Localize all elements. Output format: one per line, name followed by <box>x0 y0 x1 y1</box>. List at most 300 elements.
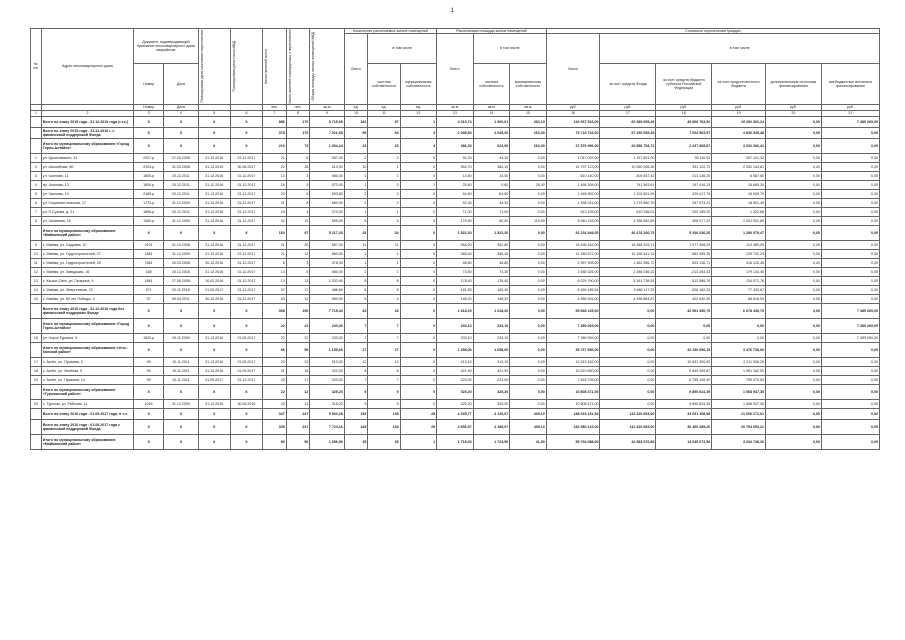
date-cell: 1560-р <box>134 216 164 225</box>
row-number-cell: 2 <box>31 162 42 171</box>
subtotal-row <box>31 384 880 399</box>
value-cell: 347 <box>263 408 287 419</box>
value-cell: 2 <box>344 189 368 198</box>
row-number-cell: 5 <box>31 189 42 198</box>
value-cell: 27 <box>344 342 368 357</box>
value-cell: 21 <box>263 153 287 162</box>
row-number-cell: 14 <box>31 285 42 294</box>
value-cell: 17 <box>286 285 310 294</box>
value-cell: 7 389 269,00 <box>821 318 879 333</box>
date-cell: X <box>164 138 198 153</box>
value-cell: 23 <box>263 357 287 366</box>
value-cell: 23 <box>286 357 310 366</box>
date-cell: 01.09.2017 <box>230 366 262 375</box>
value-cell: 16 <box>263 180 287 189</box>
date-cell: X <box>230 419 262 434</box>
value-cell: 30 <box>286 240 310 249</box>
value-cell: 0,00 <box>765 116 821 127</box>
value-cell: 409,10 <box>510 419 547 434</box>
column-number-cell: 1 <box>31 110 42 116</box>
value-cell: 0,00 <box>821 375 879 384</box>
value-cell: 9 <box>344 399 368 408</box>
value-cell: 315,20 <box>310 399 344 408</box>
value-cell: 188 018 151,54 <box>546 408 600 419</box>
subtotal-row <box>31 318 880 333</box>
value-cell: 3 032 266,41 <box>712 138 766 153</box>
value-cell: 60 389 535,49 <box>600 116 656 127</box>
date-cell: 1896-р <box>134 207 164 216</box>
date-cell: X <box>134 116 164 127</box>
value-cell: 0,00 <box>510 366 547 375</box>
column-number-cell: 21 <box>821 110 879 116</box>
value-cell: 1 718,00 <box>437 434 474 449</box>
resettlement-table-sheet <box>30 28 880 450</box>
value-cell: 2 045,20 <box>473 127 510 138</box>
value-cell: 4 <box>368 216 400 225</box>
value-cell: 5 563,28 <box>310 408 344 419</box>
value-cell: 329 417,79 <box>656 189 712 198</box>
date-cell: 31.12.2017 <box>230 198 262 207</box>
value-cell: 1 002 931,60 <box>712 216 766 225</box>
value-cell: 52 134 948,00 <box>546 225 600 240</box>
value-cell: 365,40 <box>437 249 474 258</box>
value-cell: 7 011,68 <box>310 127 344 138</box>
date-cell: 31.12.2016 <box>198 171 230 180</box>
value-cell: 73 <box>286 138 310 153</box>
header-residents: Число жителей всего <box>263 29 287 105</box>
value-cell: 1 <box>368 162 400 171</box>
address-cell: Итого по муниципальному образованию «Усть-Канский район» <box>41 342 133 357</box>
value-cell: 182 <box>344 116 368 127</box>
date-cell: 31.12.2016 <box>198 216 230 225</box>
value-cell: 0,00 <box>821 434 879 449</box>
value-cell: 363,10 <box>510 116 547 127</box>
value-cell: 113 320 833,00 <box>600 408 656 419</box>
value-cell: 0,00 <box>821 399 879 408</box>
date-cell: X <box>198 384 230 399</box>
date-cell: 31.12.2017 <box>230 153 262 162</box>
date-cell: 31.12.2017 <box>230 189 262 198</box>
value-cell: 0 <box>368 180 400 189</box>
value-cell: 134 937 516,00 <box>546 116 600 127</box>
value-cell: 59 668 125,00 <box>546 303 600 318</box>
value-cell: 136 <box>368 419 400 434</box>
date-cell: 1805-р <box>134 171 164 180</box>
value-cell: 223,00 <box>437 375 474 384</box>
value-cell: 7 715,44 <box>310 303 344 318</box>
value-cell: 7 389 269,00 <box>546 318 600 333</box>
value-cell: 25 <box>400 408 437 419</box>
date-cell: 1861 <box>134 276 164 285</box>
header-doc-number: Номер <box>134 63 164 104</box>
value-cell: 4 313,74 <box>437 116 474 127</box>
value-cell: 0,00 <box>765 180 821 189</box>
value-cell: 339 <box>263 419 287 434</box>
column-number-cell: 17 <box>600 110 656 116</box>
value-cell: 0,00 <box>600 303 656 318</box>
column-number-cell: 20 <box>765 110 821 116</box>
value-cell: 18 501,49 <box>712 198 766 207</box>
row-number-cell <box>31 318 42 333</box>
date-cell: 20.11.2016 <box>164 285 198 294</box>
value-cell: 22 <box>263 162 287 171</box>
value-cell: 320,00 <box>310 375 344 384</box>
column-number-cell: 2 <box>41 110 133 116</box>
value-cell: 14 797 123,00 <box>546 162 600 171</box>
value-cell: 4 846 345,48 <box>712 127 766 138</box>
value-cell: 181,50 <box>437 285 474 294</box>
value-cell: 1 522,20 <box>437 225 474 240</box>
value-cell: 113 489,09 <box>712 240 766 249</box>
value-cell: 1 458 309,00 <box>546 180 600 189</box>
value-cell: 182 980 122,00 <box>546 419 600 434</box>
table-row <box>31 294 880 303</box>
value-cell: 486,30 <box>437 138 474 153</box>
value-cell: 5 <box>344 216 368 225</box>
value-cell: 0,00 <box>821 366 879 375</box>
value-cell: 7 518 239,00 <box>546 375 600 384</box>
row-number-cell: 8 <box>31 216 42 225</box>
value-cell: 0,00 <box>510 171 547 180</box>
date-cell: 1094 <box>134 399 164 408</box>
value-cell: 0,00 <box>821 258 879 267</box>
date-cell: X <box>198 434 230 449</box>
row-number-cell: 15 <box>31 294 42 303</box>
value-cell: 1 448 952,00 <box>546 189 600 198</box>
value-cell: 44,30 <box>437 198 474 207</box>
unit-cell: руб. <box>546 104 600 110</box>
table-row <box>31 207 880 216</box>
value-cell: 197 416,13 <box>656 180 712 189</box>
value-cell: 6 759 149,40 <box>656 375 712 384</box>
value-cell: 329,20 <box>310 384 344 399</box>
value-cell: 0,00 <box>510 357 547 366</box>
date-cell: 30.12.2011 <box>164 207 198 216</box>
value-cell: 13 243 162,00 <box>546 357 600 366</box>
subtotal-row <box>31 116 880 127</box>
value-cell: 0,00 <box>510 267 547 276</box>
value-cell: 5 <box>344 294 368 303</box>
value-cell: 365,40 <box>473 249 510 258</box>
value-cell: 603 136,71 <box>656 258 712 267</box>
date-cell: 27.03.2008 <box>164 153 198 162</box>
date-cell: X <box>134 434 164 449</box>
value-cell: 80 <box>263 434 287 449</box>
value-cell: 71,00 <box>473 207 510 216</box>
address-cell: Итого по муниципальному образованию «Город Горно-Алтайск» <box>41 318 133 333</box>
date-cell: X <box>230 225 262 240</box>
value-cell: 7 <box>368 318 400 333</box>
value-cell: 0,00 <box>765 366 821 375</box>
value-cell: 223,00 <box>473 375 510 384</box>
header-cost-sub: в том числе <box>600 34 880 64</box>
unit-cell: руб. <box>656 104 712 110</box>
value-cell: 148,20 <box>437 294 474 303</box>
date-cell: X <box>230 434 262 449</box>
value-cell: 0 <box>400 276 437 285</box>
date-cell: 10.02.2016 <box>198 276 230 285</box>
value-cell: 7 389 269,00 <box>821 333 879 342</box>
date-cell: 01.09.2017 <box>198 375 230 384</box>
date-cell: 31.12.2016 <box>198 198 230 207</box>
address-cell: Всего по этапу 2016 года - 01.09.2017 года с финансовой поддержкой Фонда <box>41 419 133 434</box>
value-cell: 23 <box>263 189 287 198</box>
value-cell: 19 492 302,24 <box>712 116 766 127</box>
value-cell: 0,00 <box>765 171 821 180</box>
header-cost-total: Всего <box>546 34 600 105</box>
value-cell: 13 <box>286 249 310 258</box>
value-cell: 0,00 <box>765 303 821 318</box>
value-cell: 115,90 <box>510 216 547 225</box>
table-row <box>31 249 880 258</box>
value-cell: 59 794 088,00 <box>546 434 600 449</box>
value-cell: 1 522,20 <box>473 225 510 240</box>
value-cell: 190 <box>286 303 310 318</box>
address-cell: Итого по муниципальному образованию «Город Горно-Алтайск» <box>41 138 133 153</box>
table-row <box>31 216 880 225</box>
value-cell: 0,00 <box>510 225 547 240</box>
value-cell: 0,00 <box>712 318 766 333</box>
value-cell: 0,00 <box>510 240 547 249</box>
value-cell: 16 685,20 <box>712 180 766 189</box>
value-cell: 0,00 <box>765 357 821 366</box>
date-cell: X <box>164 419 198 434</box>
value-cell: 9 <box>344 384 368 399</box>
value-cell: 97 <box>368 116 400 127</box>
value-cell: 25,60 <box>437 180 474 189</box>
value-cell: 0,00 <box>600 333 656 342</box>
date-cell: 31.03.2008 <box>164 162 198 171</box>
value-cell: 2 286 036,22 <box>600 267 656 276</box>
subtotal-row <box>31 303 880 318</box>
value-cell: 138 <box>368 408 400 419</box>
column-number-cell: 12 <box>400 110 437 116</box>
unit-cell: чел. <box>263 104 287 110</box>
date-cell: 31.12.2017 <box>230 207 262 216</box>
value-cell: 0,00 <box>821 189 879 198</box>
value-cell: 2 <box>368 189 400 198</box>
date-cell: X <box>164 116 198 127</box>
value-cell: 0 <box>400 333 437 342</box>
subtotal-row <box>31 419 880 434</box>
row-number-cell <box>31 434 42 449</box>
value-cell: 0,00 <box>765 408 821 419</box>
value-cell: 21 <box>263 366 287 375</box>
date-cell: X <box>164 303 198 318</box>
value-cell: 6 <box>368 285 400 294</box>
value-cell: 6 <box>368 276 400 285</box>
value-cell: 0 <box>400 267 437 276</box>
row-number-cell: 4 <box>31 180 42 189</box>
value-cell: 0 <box>400 384 437 399</box>
header-date-recog: Планируемая дата окончания переселения <box>198 29 230 105</box>
date-cell: 31.12.2016 <box>198 249 230 258</box>
value-cell: 1 077 498,29 <box>656 240 712 249</box>
value-cell: 6 <box>263 258 287 267</box>
value-cell: 0,00 <box>765 153 821 162</box>
value-cell: 0,00 <box>600 384 656 399</box>
value-cell: 1 <box>344 249 368 258</box>
value-cell: 1 <box>344 180 368 189</box>
row-number-cell: 12 <box>31 267 42 276</box>
value-cell: 0,00 <box>765 207 821 216</box>
header-cost-local: за счет средств местного бюджета <box>712 63 766 104</box>
date-cell: 1809-р <box>134 180 164 189</box>
value-cell: 9 <box>368 384 400 399</box>
date-cell: 01.09.2017 <box>230 357 262 366</box>
value-cell: 43 <box>344 303 368 318</box>
value-cell: 14 <box>263 267 287 276</box>
table-row <box>31 258 880 267</box>
value-cell: 30 469 289,20 <box>656 419 712 434</box>
value-cell: 178,40 <box>437 276 474 285</box>
date-cell: 20.12.2011 <box>164 180 198 189</box>
value-cell: 0 <box>400 249 437 258</box>
value-cell: 4 <box>368 294 400 303</box>
value-cell: 0,00 <box>765 249 821 258</box>
value-cell: 1 047 097,00 <box>546 153 600 162</box>
value-cell: 7 <box>344 333 368 342</box>
value-cell: 0,00 <box>510 318 547 333</box>
unit-cell: руб. <box>765 104 821 110</box>
header-cost-subject: за счет средств бюджета субъекта Российской Федерации <box>656 63 712 104</box>
value-cell: -400 837,42 <box>600 171 656 180</box>
value-cell: 33 631 108,58 <box>656 408 712 419</box>
value-cell: 263,30 <box>510 127 547 138</box>
value-cell: 623,00 <box>473 138 510 153</box>
value-cell: 257 574,23 <box>656 198 712 207</box>
value-cell: 2 211 536,25 <box>712 357 766 366</box>
table-row <box>31 375 880 384</box>
value-cell: 11 280 672,00 <box>546 249 600 258</box>
date-cell: 31.12.2017 <box>230 180 262 189</box>
table-row <box>31 240 880 249</box>
value-cell: 153 <box>344 408 368 419</box>
value-cell: 1 660,61 <box>473 116 510 127</box>
value-cell: 0,00 <box>821 408 879 419</box>
date-cell: X <box>230 303 262 318</box>
date-cell: 01.09.2017 <box>198 285 230 294</box>
value-cell: 0,00 <box>765 342 821 357</box>
value-cell: 1 061 162,00 <box>712 366 766 375</box>
value-cell: 0 <box>400 189 437 198</box>
value-cell: 0,00 <box>821 276 879 285</box>
value-cell: 44,30 <box>473 198 510 207</box>
value-cell: 4 185,07 <box>473 419 510 434</box>
value-cell: 0,00 <box>656 318 712 333</box>
header-no: № п/п <box>31 29 42 105</box>
value-cell: 73,30 <box>473 267 510 276</box>
date-cell: 438 <box>134 267 164 276</box>
value-cell: 43 <box>263 294 287 303</box>
value-cell: 10 510 650,00 <box>546 366 600 375</box>
value-cell: 1 273 560,70 <box>600 198 656 207</box>
value-cell: 0 <box>400 162 437 171</box>
date-cell: 31.12.2009 <box>164 216 198 225</box>
table-row <box>31 366 880 375</box>
value-cell: 0,00 <box>600 399 656 408</box>
date-cell: 20.12.2011 <box>164 189 198 198</box>
value-cell: 0 <box>400 375 437 384</box>
value-cell: 4 126,07 <box>473 408 510 419</box>
unit-cell: ед. <box>344 104 368 110</box>
value-cell: 14,00 <box>473 171 510 180</box>
header-group-cost: Стоимость переселения граждан <box>546 29 879 34</box>
header-date-end: Планируемая дата сноса МКД <box>230 29 262 105</box>
resettlement-table <box>30 28 880 450</box>
value-cell: 0,00 <box>821 240 879 249</box>
value-cell: 1 723,50 <box>473 434 510 449</box>
value-cell: 0,00 <box>765 384 821 399</box>
value-cell: 1 <box>344 207 368 216</box>
value-cell: 24 <box>263 207 287 216</box>
value-cell: 1 <box>368 258 400 267</box>
value-cell: 0,00 <box>510 303 547 318</box>
value-cell: 32 290 656,19 <box>656 342 712 357</box>
table-row <box>31 198 880 207</box>
value-cell: 7 <box>368 333 400 342</box>
value-cell: 13 <box>286 216 310 225</box>
address-cell: ул. Чкалова, 19 <box>41 189 133 198</box>
value-cell: 1 <box>400 116 437 127</box>
value-cell: 3 <box>400 138 437 153</box>
value-cell: 0,00 <box>510 162 547 171</box>
value-cell: 325,20 <box>437 399 474 408</box>
value-cell: 2 485 326,00 <box>546 267 600 276</box>
date-cell: 31.12.2017 <box>230 267 262 276</box>
header-group-area: Расселяемая площадь жилых помещений <box>437 29 547 34</box>
value-cell: 149 <box>344 419 368 434</box>
value-cell: 7 004 563,57 <box>656 127 712 138</box>
value-cell: 1 332,90 <box>310 276 344 285</box>
value-cell: 0,00 <box>821 138 879 153</box>
unit-cell: руб. <box>821 104 879 110</box>
value-cell: 11 <box>368 240 400 249</box>
value-cell: 374,00 <box>310 207 344 216</box>
address-cell: Всего по этапу 2015 года - 31.12.2016 г. с финансовой поддержкой Фонда <box>41 127 133 138</box>
value-cell: 60,00 <box>473 216 510 225</box>
value-cell: 325,20 <box>473 384 510 399</box>
value-cell: -213 264,43 <box>656 267 712 276</box>
date-cell: X <box>198 116 230 127</box>
value-cell: 0,00 <box>765 225 821 240</box>
value-cell: 21 <box>263 198 287 207</box>
value-cell: 8 <box>286 153 310 162</box>
date-cell: X <box>164 318 198 333</box>
value-cell: 48,80 <box>437 258 474 267</box>
date-cell: 10.11.2011 <box>164 375 198 384</box>
column-number-cell: 18 <box>656 110 712 116</box>
date-cell: 31.12.2016 <box>198 333 230 342</box>
value-cell: 4 335,77 <box>437 408 474 419</box>
value-cell: 397 121,32 <box>712 153 766 162</box>
date-cell: 2207-р <box>134 153 164 162</box>
value-cell: 9 <box>368 399 400 408</box>
value-cell: 0,00 <box>765 434 821 449</box>
row-number-cell <box>31 419 42 434</box>
value-cell: 160 <box>263 225 287 240</box>
address-cell: ул. Заливная, 16 <box>41 216 133 225</box>
value-cell: 6 029 790,00 <box>546 276 600 285</box>
row-number-cell: 19 <box>31 375 42 384</box>
value-cell: 3 <box>286 171 310 180</box>
address-cell: Всего по этапу 2015 года - 31.12.2016 года (г.т.к.) <box>41 116 133 127</box>
header-area-total: Общая площадь жилых помещений МКД <box>310 29 344 105</box>
header-cost-extra: дополнительные источники финансирования <box>765 63 821 104</box>
date-cell: X <box>134 419 164 434</box>
unit-cell: кв.м <box>510 104 547 110</box>
address-cell: пр. Чкалова, 13 <box>41 180 133 189</box>
